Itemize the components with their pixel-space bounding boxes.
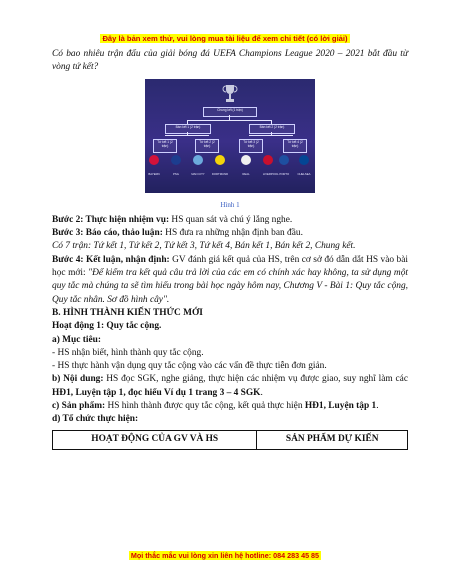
quarter-label-3: Tứ kết 3 (2 trận): [243, 139, 259, 148]
bracket-figure: [52, 79, 408, 197]
quarter-box: [195, 139, 219, 153]
figure-caption: Hình 1: [220, 200, 240, 209]
quarter-box: [153, 139, 177, 153]
team-crest-icon: [241, 155, 251, 165]
document-body: [52, 48, 408, 450]
semi-box: [165, 124, 211, 134]
step-4-label: Bước 4: Kết luận, nhận định:: [52, 254, 170, 265]
table-header-cell: HOẠT ĐỘNG CỦA GV VÀ HS: [53, 430, 257, 449]
team-label: CHELSEA: [297, 171, 311, 176]
quarter-label-4: Tứ kết 4 (2 trận): [287, 139, 303, 148]
table-header-row: [53, 430, 408, 449]
table-header-cell: SẢN PHẨM DỰ KIẾN: [257, 430, 408, 449]
objective-item: - HS nhận biết, hình thành quy tắc cộng.: [52, 347, 204, 358]
team-label: MAN CITY: [191, 171, 205, 176]
step-2: [52, 214, 408, 227]
connector: [165, 135, 209, 136]
team-crest-icon: [279, 155, 289, 165]
objective-heading: a) Mục tiêu:: [52, 334, 101, 345]
step-4-text: GV đánh giá kết quả của HS, trên cơ sở đó dẫn dắt HS vào bài học mới:: [52, 254, 408, 279]
connector: [249, 135, 293, 136]
activity-heading: Hoạt động 1: Quy tắc cộng.: [52, 321, 162, 332]
step-4-quote: "Để kiểm tra kết quả câu trả lời của các em có chính xác hay không, ta sử dụng một quy tắc mà chúng ta sẽ tìm hiểu trong bài học ngày hôm nay, Chương V - Bài 1: Quy tắc cộng, Quy tắc nhân. Sơ đồ hình cây".: [52, 268, 408, 305]
step-3-text: HS đưa ra những nhận định ban đầu.: [162, 228, 303, 239]
team-crest-icon: [149, 155, 159, 165]
preview-banner-text: Đây là bản xem thử, vui lòng mua tài liệu để xem chi tiết (có lời giải): [102, 34, 348, 43]
hotline-banner-text: Mọi thắc mắc vui lòng xin liên hệ hotline: 084 283 45 85: [130, 551, 320, 560]
team-crest-icon: [171, 155, 181, 165]
quarter-box: [283, 139, 307, 153]
quarter-label-1: Tứ kết 1 (2 trận): [157, 139, 173, 148]
final-box: [203, 107, 257, 117]
step-3-label: Bước 3: Báo cáo, thảo luận:: [52, 228, 163, 239]
team-label: REAL: [242, 171, 250, 176]
preview-banner: [0, 28, 450, 46]
trophy-icon: [221, 83, 239, 105]
quarter-box: [239, 139, 263, 153]
team-crest-icon: [263, 155, 273, 165]
content-label: b) Nội dung:: [52, 374, 104, 385]
organization-heading: d) Tổ chức thực hiện:: [52, 414, 139, 425]
team-crest-icon: [215, 155, 225, 165]
question-text: Có bao nhiêu trận đấu của giải bóng đá UEFA Champions League 2020 – 2021 bắt đầu từ vòng tứ kết?: [52, 49, 408, 73]
step-4: [52, 254, 408, 307]
step-2-text: HS quan sát và chú ý lắng nghe.: [169, 214, 293, 225]
activity-table: [52, 430, 408, 450]
final-label: Chung kết (1 trận): [217, 107, 243, 112]
champions-league-bracket-image: [145, 79, 315, 193]
hotline-banner: [0, 545, 450, 563]
team-crest-icon: [193, 155, 203, 165]
product-label: c) Sản phẩm:: [52, 401, 106, 412]
team-label: DORTMUND: [211, 171, 229, 176]
product-bold: HĐ1, Luyện tập 1: [304, 401, 377, 412]
connector: [187, 120, 271, 121]
content-text-end: .: [260, 387, 263, 398]
product-paragraph: [52, 400, 408, 413]
semi-box: [249, 124, 295, 134]
section-heading: B. HÌNH THÀNH KIẾN THỨC MỚI: [52, 307, 203, 318]
content-text: HS đọc SGK, nghe giảng, thực hiện các nhiệm vụ được giao, suy nghĩ làm các: [103, 374, 408, 385]
semi-label-1: Bán kết 1 (2 trận): [175, 124, 201, 129]
team-label: LIVERPOOL PORTO: [262, 171, 290, 176]
semi-label-2: Bán kết 2 (2 trận): [259, 124, 285, 129]
answer-text: Có 7 trận: Tứ kết 1, Tứ kết 2, Tứ kết 3, Tứ kết 4, Bán kết 1, Bán kết 2, Chung kết.: [52, 241, 356, 252]
content-bold: HĐ1, Luyện tập 1, đọc hiểu Ví dụ 1 trang 3 – 4 SGK: [52, 387, 261, 398]
product-text: HS hình thành được quy tắc cộng, kết quả thực hiện: [105, 401, 305, 412]
product-text-end: .: [376, 401, 379, 412]
team-label: BAYERN: [148, 171, 160, 176]
quarter-label-2: Tứ kết 2 (2 trận): [199, 139, 215, 148]
team-crest-icon: [299, 155, 309, 165]
team-label: PSG: [173, 171, 179, 176]
content-paragraph: [52, 373, 408, 400]
step-3: [52, 227, 408, 240]
step-2-label: Bước 2: Thực hiện nhiệm vụ:: [52, 214, 170, 225]
objective-item: - HS thực hành vận dụng quy tắc cộng vào các vấn đề thực tiễn đơn giản.: [52, 361, 327, 372]
